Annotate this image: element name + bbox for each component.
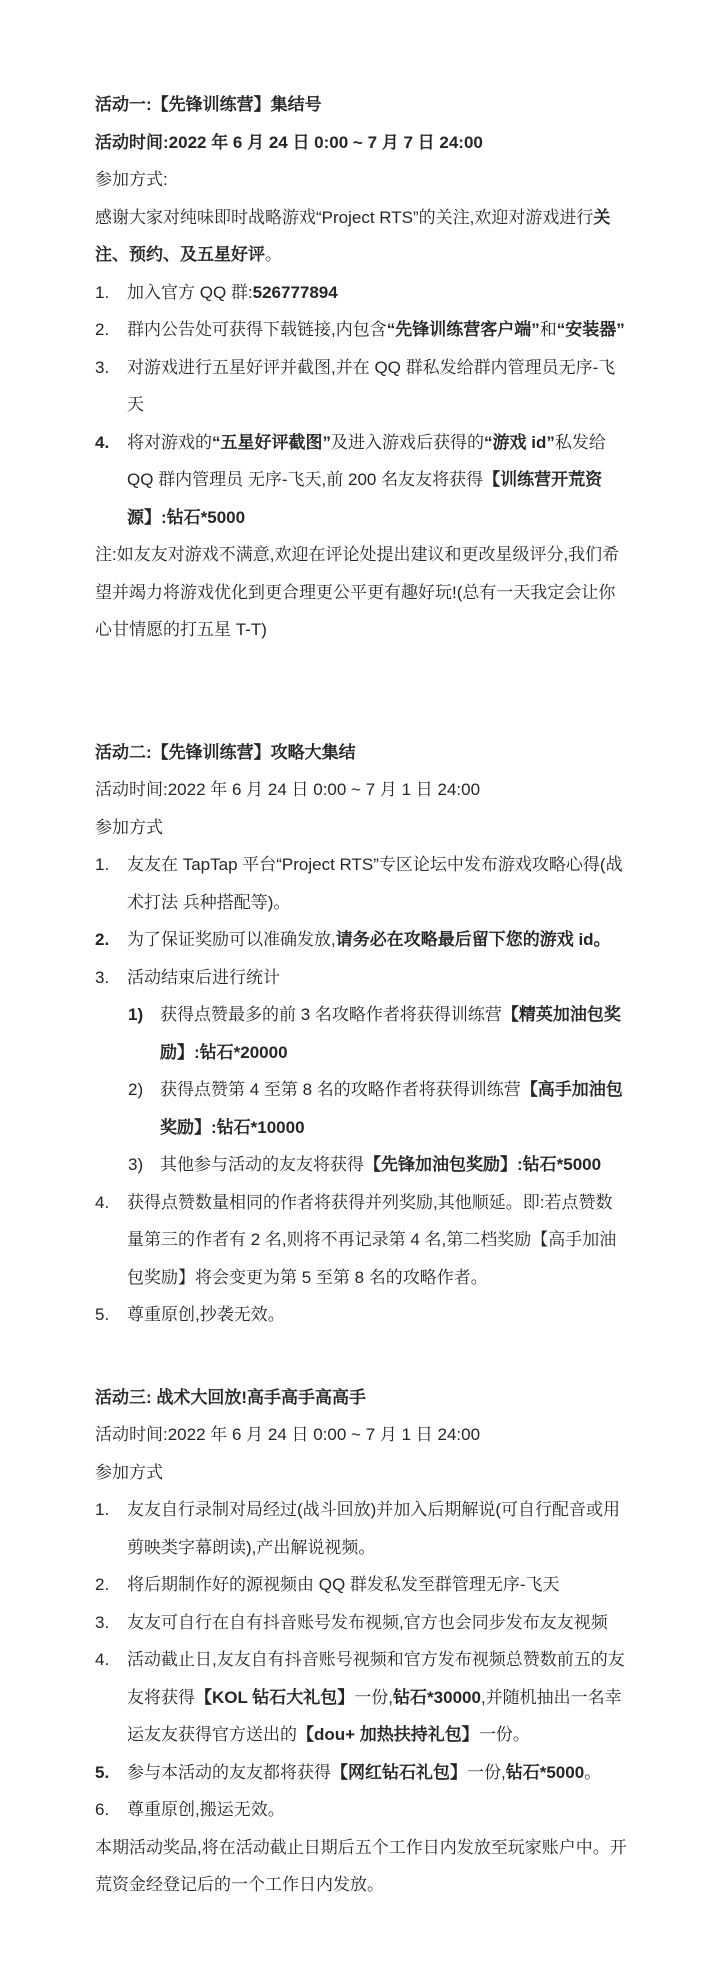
list-item-text (127, 358, 615, 415)
text-run: 本期活动奖品,将在活动截止日期后五个工作日内发放至玩家账户中。开荒资金经登记后的一个工作日内发放。 (95, 1837, 627, 1894)
text-run: 活动三: 战术大回放!高手高手高高手 (95, 1387, 367, 1407)
list-item-text (127, 433, 606, 527)
activity-2-howto-label (95, 809, 628, 847)
sub-list-marker: 3) (128, 1155, 144, 1174)
text-run: 参加方式 (95, 817, 163, 837)
text-run: 【dou+ 加热扶持礼包】 (297, 1725, 479, 1744)
activity-3-howto-label (95, 1454, 628, 1492)
activity-1-heading (95, 86, 628, 124)
sub-list-marker: 2) (128, 1080, 144, 1099)
text-run: 钻石*5000 (505, 1762, 585, 1782)
list-item (95, 311, 628, 349)
list-marker: 4. (95, 432, 110, 452)
section-activity-2 (95, 734, 628, 1334)
text-run: 对游戏进行五星好评并截图,并在 QQ 群私发给群内管理员无序-飞天 (127, 357, 616, 414)
text-run: 【精英加油包奖励】:钻石*20000 (160, 1005, 621, 1062)
text-run: 及进入游戏后获得的 (331, 432, 484, 452)
list-marker: 4. (95, 1192, 110, 1212)
activity-1-howto-label (95, 161, 628, 199)
text-run: 一份。 (478, 1725, 530, 1744)
text-run: 其他参与活动的友友将获得 (160, 1155, 364, 1174)
sub-list-marker: 1) (128, 1005, 144, 1024)
text-run: 尊重原创,抄袭无效。 (127, 1305, 285, 1324)
text-run: 获得点赞第 4 至第 8 名的攻略作者将获得训练营 (160, 1080, 521, 1099)
activity-1-note-paragraph (95, 536, 628, 649)
list-item-text (127, 1575, 560, 1594)
list-marker: 3. (95, 357, 110, 377)
text-run: 活动时间:2022 年 6 月 24 日 0:00 ~ 7 月 1 日 24:00 (95, 1425, 481, 1444)
list-marker: 1. (95, 855, 110, 874)
text-run: “游戏 id” (484, 432, 555, 452)
text-run: 一份, (467, 1762, 506, 1782)
text-run: 参与本活动的友友都将获得 (127, 1762, 331, 1782)
list-item-text (127, 320, 625, 339)
list-item (95, 1754, 628, 1792)
text-run: “安装器” (556, 320, 625, 339)
sub-list-item-text (160, 1155, 601, 1174)
list-item (95, 1296, 628, 1334)
list-marker: 5. (95, 1762, 110, 1782)
text-run: 获得点赞数量相同的作者将获得并列奖励,其他顺延。即:若点赞数量第三的作者有 2 名,则将不再记录第 4 名,第二档奖励【高手加油包奖励】将会变更为第 5 至第 8 名的攻略作者。 (127, 1192, 617, 1287)
text-run: “五星好评截图” (212, 432, 331, 452)
sub-list-item (95, 996, 628, 1071)
activity-1-intro-paragraph (95, 199, 628, 274)
list-marker: 1. (95, 282, 110, 302)
list-marker: 4. (95, 1650, 110, 1669)
text-run: 。 (265, 245, 282, 264)
text-run: 【先锋加油包奖励】:钻石*5000 (364, 1155, 602, 1174)
list-marker: 3. (95, 967, 110, 987)
text-run: 私发给 QQ 群内管理员 无序-飞天,前 200 名友友将获得 (127, 432, 606, 489)
text-run: 为了保证奖励可以准确发放, (127, 930, 336, 949)
text-run: 群内公告处可获得下载链接,内包含 (127, 320, 387, 339)
text-run: 尊重原创,搬运无效。 (127, 1800, 285, 1819)
activity-2-heading (95, 734, 628, 772)
list-item-text (127, 1763, 601, 1782)
text-run: 加入官方 QQ 群: (127, 282, 253, 302)
text-run: 请务必在攻略最后留下您的游戏 id。 (335, 930, 611, 949)
list-marker: 2. (95, 320, 110, 339)
text-run: 活动一:【先锋训练营】集结号 (95, 95, 322, 114)
text-run: 钻石*30000 (393, 1687, 481, 1707)
text-run: 活动截止日,友友自有抖音账号视频和官方发布视频总赞数前五的友友将获得 (127, 1650, 625, 1707)
list-item (95, 1566, 628, 1604)
activity-3-time (95, 1416, 628, 1454)
list-item-text (127, 1613, 608, 1632)
list-item-text (127, 855, 623, 912)
text-run: 活动时间:2022 年 6 月 24 日 0:00 ~ 7 月 1 日 24:00 (95, 780, 481, 799)
sub-list-item-text (160, 1080, 623, 1137)
list-marker: 6. (95, 1800, 110, 1819)
text-run: 感谢大家对纯味即时战略游戏“Project RTS”的关注,欢迎对游戏进行 (95, 207, 594, 227)
list-marker: 5. (95, 1305, 110, 1324)
list-item-text (127, 968, 280, 987)
list-item (95, 846, 628, 921)
text-run: 【训练营开荒资源】:钻石*5000 (127, 470, 603, 527)
text-run: 将后期制作好的源视频由 QQ 群发私发至群管理无序-飞天 (127, 1575, 560, 1594)
sub-list-item (95, 1071, 628, 1146)
list-marker: 2. (95, 1575, 110, 1594)
text-run: 活动时间:2022 年 6 月 24 日 0:00 ~ 7 月 7 日 24:00 (95, 132, 483, 152)
list-item (95, 1184, 628, 1297)
list-item-text (127, 1650, 625, 1744)
text-run: “先锋训练营客户端” (386, 320, 540, 339)
reward-delivery-paragraph (95, 1829, 628, 1904)
text-run: 。 (584, 1762, 602, 1782)
activity-2-time (95, 771, 628, 809)
text-run: 一份, (354, 1687, 394, 1707)
list-item-text (127, 1500, 620, 1557)
text-run: 友友在 TapTap 平台“Project RTS”专区论坛中发布游戏攻略心得(战术打法 兵种搭配等)。 (127, 855, 623, 912)
text-run: 活动结束后进行统计 (127, 967, 280, 987)
list-item-text (127, 1305, 285, 1324)
list-item-text (127, 930, 611, 949)
list-marker: 2. (95, 930, 110, 949)
list-item (95, 424, 628, 537)
section-activity-3 (95, 1379, 628, 1904)
list-item (95, 1491, 628, 1566)
text-run: 参加方式 (95, 1462, 163, 1482)
text-run: 参加方式: (95, 170, 168, 189)
list-item (95, 921, 628, 959)
section-activity-1 (95, 86, 628, 649)
text-run: 和 (539, 320, 557, 339)
list-item-text (127, 1800, 285, 1819)
list-item-text (127, 1193, 616, 1287)
list-item (95, 1641, 628, 1754)
text-run: 注:如友友对游戏不满意,欢迎在评论处提出建议和更改星级评分,我们希望并竭力将游戏优化到更合理更公平更有趣好玩!(总有一天我定会让你心甘情愿的打五星 T-T) (95, 545, 620, 639)
activity-1-time (95, 124, 628, 162)
list-item (95, 1604, 628, 1642)
text-run: 将对游戏的 (127, 432, 212, 452)
text-run: 526777894 (252, 282, 338, 302)
text-run: 关注、预约、及五星好评 (95, 207, 611, 264)
text-run: 【KOL 钻石大礼包】 (195, 1687, 355, 1707)
text-run: 友友可自行在自有抖音账号发布视频,官方也会同步发布友友视频 (127, 1612, 608, 1632)
list-item-text (127, 283, 338, 302)
text-run: 【高手加油包奖励】:钻石*10000 (160, 1080, 623, 1137)
text-run: ,并随机抽出一名幸运友友获得官方送出的 (127, 1687, 622, 1744)
sub-list-item-text (160, 1005, 621, 1062)
list-item (95, 274, 628, 312)
list-marker: 1. (95, 1500, 110, 1519)
text-run: 友友自行录制对局经过(战斗回放)并加入后期解说(可自行配音或用剪映类字幕朗读),产出解说视频。 (127, 1500, 620, 1557)
text-run: 获得点赞最多的前 3 名攻略作者将获得训练营 (160, 1005, 502, 1024)
list-marker: 3. (95, 1612, 110, 1632)
list-item (95, 959, 628, 997)
text-run: 【网红钻石礼包】 (331, 1762, 467, 1782)
sub-list-item (95, 1146, 628, 1184)
text-run: 活动二:【先锋训练营】攻略大集结 (95, 742, 356, 762)
activity-3-heading (95, 1379, 628, 1417)
list-item (95, 349, 628, 424)
